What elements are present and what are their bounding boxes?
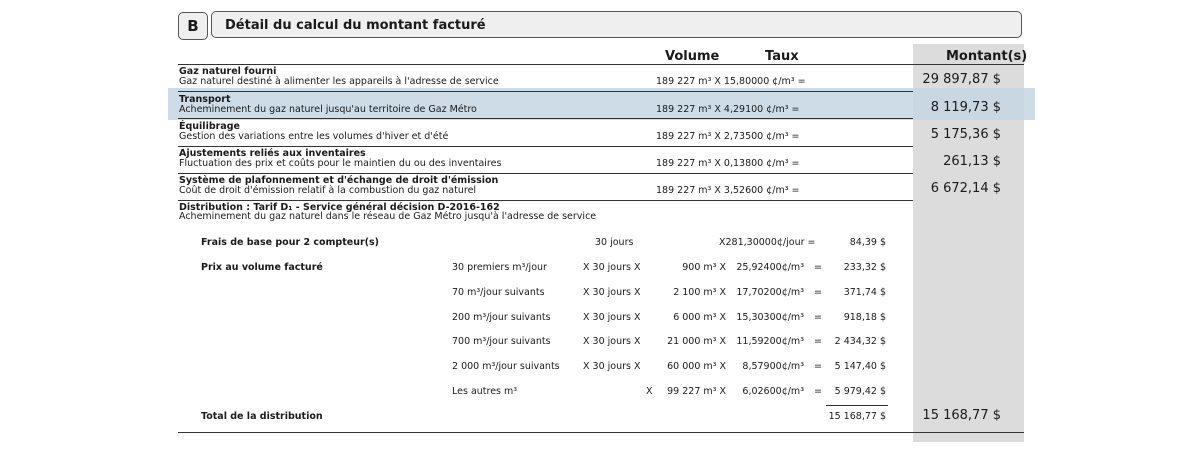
tier-amount: 5 147,40 $ — [834, 361, 886, 372]
tier-amount: 233,32 $ — [843, 262, 886, 273]
frais-label: Frais de base pour 2 compteur(s) — [201, 237, 379, 248]
section-desc: Gaz naturel destiné à alimenter les appareils à l'adresse de service — [179, 76, 499, 87]
tier-days: X 30 jours X — [583, 336, 641, 347]
frais-rate: X281,30000¢/jour = — [719, 237, 816, 248]
tier-label: 200 m³/jour suivants — [452, 312, 551, 323]
tier-volume: 2 100 m³ X — [673, 287, 726, 298]
total-label: Total de la distribution — [201, 411, 323, 422]
section-amount: 6 672,14 $ — [930, 181, 1001, 196]
tier-label: 700 m³/jour suivants — [452, 336, 551, 347]
tier-days: X 30 jours X — [583, 361, 641, 372]
tier-amount: 2 434,32 $ — [834, 336, 886, 347]
col-header-taux: Taux — [765, 49, 799, 64]
section-desc: Acheminement du gaz naturel jusqu'au territoire de Gaz Métro — [179, 104, 477, 115]
tier-equals: = — [814, 262, 822, 273]
tier-equals: = — [814, 336, 822, 347]
section-amount: 29 897,87 $ — [922, 72, 1001, 87]
section-title: Équilibrage — [179, 121, 240, 132]
tier-rate: 8,57900¢/m³ — [742, 361, 804, 372]
distribution-title: Distribution : Tarif D₁ - Service général décision D-2016-162 — [179, 202, 500, 213]
section-calc: 189 227 m³ X 2,73500 ¢/m³ = — [656, 131, 800, 142]
tier-rate: 15,30300¢/m³ — [736, 312, 804, 323]
frais-days: 30 jours — [595, 237, 634, 248]
tier-days: X 30 jours X — [583, 312, 641, 323]
tier-rate: 6,02600¢/m³ — [742, 386, 804, 397]
tier-rate: 25,92400¢/m³ — [736, 262, 804, 273]
tier-days: X 30 jours X — [583, 287, 641, 298]
divider — [178, 64, 1024, 65]
section-calc: 189 227 m³ X 0,13800 ¢/m³ = — [656, 158, 800, 169]
section-calc: 189 227 m³ X 3,52600 ¢/m³ = — [656, 185, 800, 196]
total-subtotal: 15 168,77 $ — [828, 411, 886, 422]
tier-equals: = — [814, 312, 822, 323]
tier-equals: = — [814, 287, 822, 298]
divider — [178, 173, 913, 174]
col-header-montant: Montant(s) — [946, 49, 1028, 64]
divider — [178, 200, 913, 201]
tier-volume: 99 227 m³ X — [667, 386, 726, 397]
section-title: Détail du calcul du montant facturé — [211, 11, 1022, 38]
section-title: Ajustements reliés aux inventaires — [179, 148, 366, 159]
section-amount: 8 119,73 $ — [930, 100, 1001, 115]
section-desc: Gestion des variations entre les volumes d'hiver et d'été — [179, 131, 449, 142]
tier-days: X — [646, 386, 653, 397]
tier-rate: 11,59200¢/m³ — [736, 336, 804, 347]
tier-equals: = — [814, 361, 822, 372]
tier-days: X 30 jours X — [583, 262, 641, 273]
subtotal-divider — [826, 405, 888, 406]
section-amount: 5 175,36 $ — [930, 127, 1001, 142]
section-calc: 189 227 m³ X 4,29100 ¢/m³ = — [656, 104, 800, 115]
section-title: Transport — [179, 94, 231, 105]
section-letter-badge: B — [178, 12, 208, 40]
prix-label: Prix au volume facturé — [201, 262, 323, 273]
frais-amount: 84,39 $ — [849, 237, 886, 248]
tier-volume: 60 000 m³ X — [667, 361, 726, 372]
divider — [178, 118, 913, 119]
tier-volume: 21 000 m³ X — [667, 336, 726, 347]
section-amount: 261,13 $ — [943, 154, 1001, 169]
tier-volume: 6 000 m³ X — [673, 312, 726, 323]
total-amount: 15 168,77 $ — [922, 408, 1001, 423]
divider — [178, 91, 913, 92]
tier-amount: 918,18 $ — [843, 312, 886, 323]
section-calc: 189 227 m³ X 15,80000 ¢/m³ = — [656, 76, 806, 87]
tier-rate: 17,70200¢/m³ — [736, 287, 804, 298]
tier-equals: = — [814, 386, 822, 397]
bottom-divider — [178, 432, 1024, 433]
tier-label: 2 000 m³/jour suivants — [452, 361, 560, 372]
tier-label: Les autres m³ — [452, 386, 518, 397]
section-desc: Coût de droit d'émission relatif à la combustion du gaz naturel — [179, 185, 477, 196]
tier-label: 70 m³/jour suivants — [452, 287, 545, 298]
tier-volume: 900 m³ X — [682, 262, 726, 273]
distribution-desc: Acheminement du gaz naturel dans le réseau de Gaz Métro jusqu'à l'adresse de service — [179, 211, 597, 222]
tier-label: 30 premiers m³/jour — [452, 262, 547, 273]
section-desc: Fluctuation des prix et coûts pour le maintien du ou des inventaires — [179, 158, 502, 169]
tier-amount: 371,74 $ — [843, 287, 886, 298]
section-title: Gaz naturel fourni — [179, 66, 277, 77]
section-title: Système de plafonnement et d'échange de droit d'émission — [179, 175, 499, 186]
divider — [178, 146, 913, 147]
tier-amount: 5 979,42 $ — [834, 386, 886, 397]
col-header-volume: Volume — [665, 49, 720, 64]
